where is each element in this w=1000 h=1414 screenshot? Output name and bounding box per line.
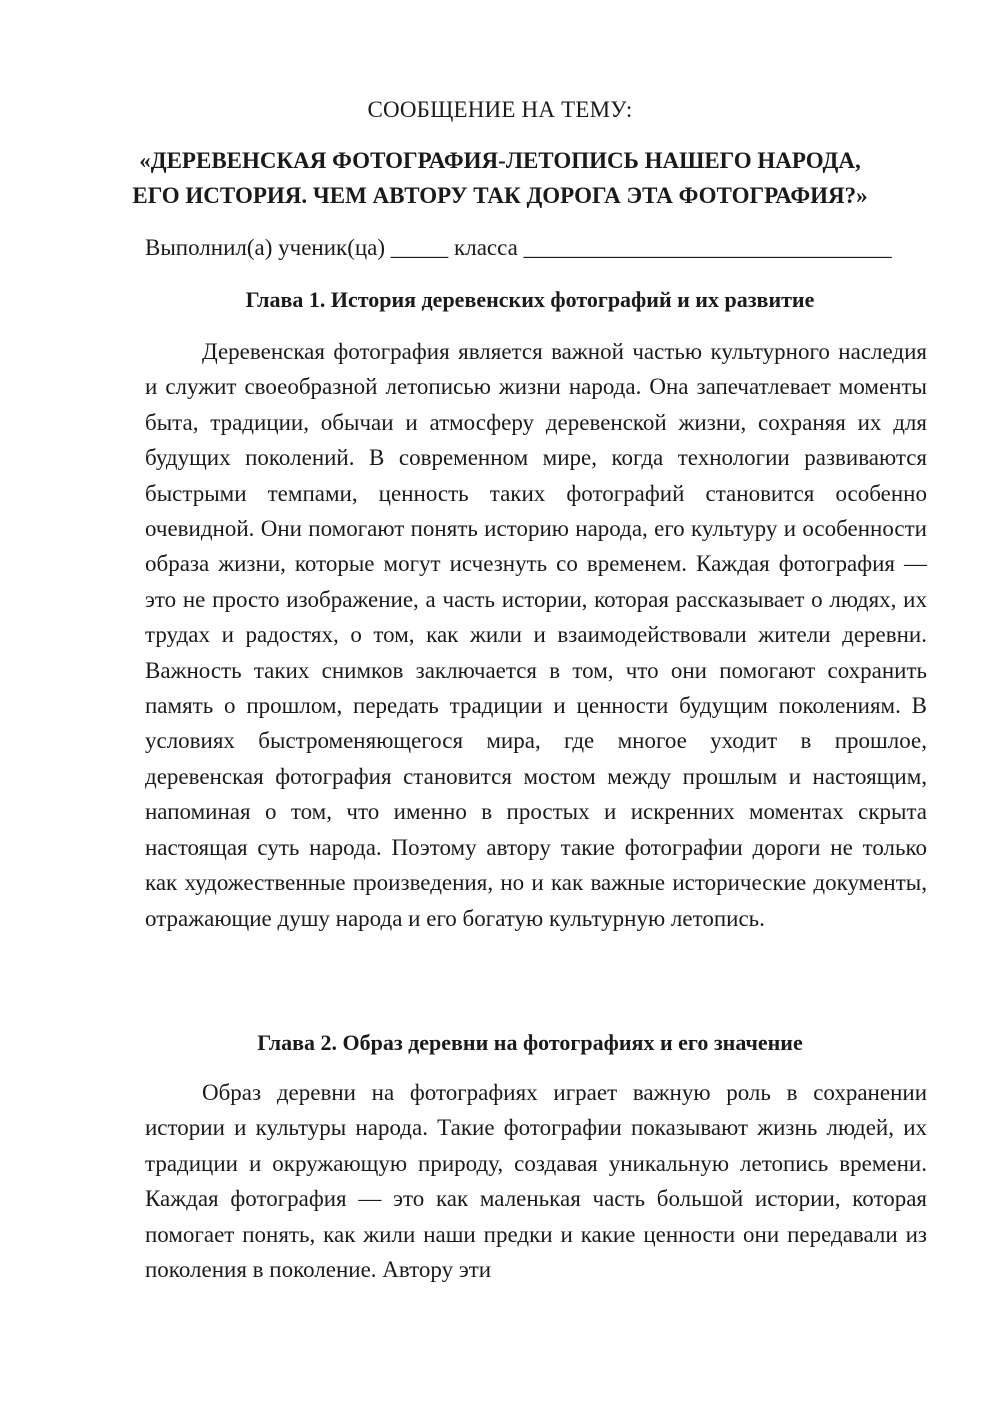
author-line: Выполнил(а) ученик(ца) _____ класса ________________________________	[145, 235, 892, 260]
topic-heading: СООБЩЕНИЕ НА ТЕМУ:	[367, 97, 633, 122]
document-title-line-2: ЕГО ИСТОРИЯ. ЧЕМ АВТОРУ ТАК ДОРОГА ЭТА ФОТОГРАФИЯ?»	[132, 183, 868, 208]
chapter-1-paragraph: Деревенская фотография является важной частью культурного наследия и служит своеобразной летописью жизни народа. Она запечатлевает моменты быта, традиции, обычаи и атмосферу деревенской жизни, сохраняя их для будущих поколений. В современном мире, когда технологии развиваются быстрыми темпами, ценность таких фотографий становится особенно очевидной. Они помогают понять историю народа, его культуру и особенности образа жизни, которые могут исчезнуть со временем. Каждая фотография — это не просто изображение, а часть истории, которая рассказывает о людях, их трудах и радостях, о том, как жили и взаимодействовали жители деревни. Важность таких снимков заключается в том, что они помогают сохранить память о прошлом, передать традиции и ценности будущим поколениям. В условиях быстроменяющегося мира, где многое уходит в прошлое, деревенская фотография становится мостом между прошлым и настоящим, напоминая о том, что именно в простых и искренних моментах скрыта настоящая суть народа. Поэтому автору такие фотографии дороги не только как художественные произведения, но и как важные исторические документы, отражающие душу народа и его богатую культурную летопись.	[145, 339, 927, 931]
document-title-line-1: «ДЕРЕВЕНСКАЯ ФОТОГРАФИЯ-ЛЕТОПИСЬ НАШЕГО НАРОДА,	[139, 148, 861, 173]
chapter-2-paragraph: Образ деревни на фотографиях играет важную роль в сохранении истории и культуры народа. Такие фотографии показывают жизнь людей, их традиции и окружающую природу, создавая уникальную летопись времени. Каждая фотография — это как маленькая часть большой истории, которая помогает понять, как жили наши предки и какие ценности они передавали из поколения в поколение. Автору эти	[145, 1080, 927, 1283]
chapter-2-title: Глава 2. Образ деревни на фотографиях и его значение	[257, 1030, 803, 1055]
chapter-1-title: Глава 1. История деревенских фотографий и их развитие	[245, 287, 815, 312]
